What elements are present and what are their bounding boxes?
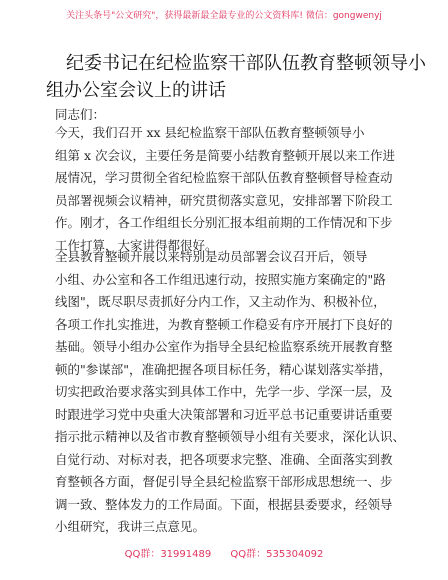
footer-qq-group-1: QQ群：31991489 — [124, 549, 212, 560]
text-line: 作。刚才，各工作组组长分别汇报本组前期的工作情况和下步 — [55, 215, 393, 230]
footer-qq-group-2: QQ群：535304092 — [230, 549, 324, 560]
paragraph-2 — [55, 246, 406, 539]
text-line: 基础。领导小组办公室作为指导全县纪检监察系统开展教育整 — [55, 339, 393, 354]
title-line: 纪委书记在纪检监察干部队伍教育整顿领导小 — [66, 53, 426, 74]
text-line: 组第 x 次会议，主要任务是简要小结教育整顿开展以来工作进 — [55, 147, 395, 163]
text-line: 切实把政治要求落实到具体工作中，先学一步、学深一层，及 — [55, 384, 393, 399]
footer-qq-groups — [0, 545, 448, 560]
text-line: 员部署视频会议精神，研究贯彻落实意见，安排部署下阶段工 — [55, 192, 393, 208]
title-line: 组办公室会议上的讲话 — [46, 80, 226, 101]
text-line: 小组、办公室和各工作组迅速行动，按照实施方案确定的"路 — [55, 271, 386, 287]
text-line: 时跟进学习党中央重大决策部署和习近平总书记重要讲话重要 — [55, 406, 393, 422]
text-line: 展情况，学习贯彻全省纪检监察干部队伍教育整顿督导检查动 — [55, 170, 393, 185]
text-line: 小组研究，我讲三点意见。 — [55, 519, 206, 534]
text-line: 指示批示精神以及省市教育整顿领导小组有关要求，深化认识、 — [55, 429, 406, 444]
paragraph-1 — [55, 122, 400, 257]
text-line: 工作打算，大家讲得都很好。 — [55, 237, 218, 253]
text-line: 全县教育整顿开展以来特别是动员部署会议召开后，领导 — [55, 249, 368, 264]
text-line: 各项工作扎实推进，为教育整顿工作稳妥有序开展打下良好的 — [55, 316, 393, 332]
text-line: 自觉行动、对标对表，把各项要求完整、准确、全面落实到教 — [55, 451, 393, 467]
text-line: 育整顿各方面，督促引导全县纪检监察干部形成思想统一、步 — [55, 474, 393, 489]
salutation: 同志们： — [55, 107, 106, 122]
text-line: 线图"，既尽职尽责抓好分内工作，又主动作为、积极补位， — [55, 294, 386, 309]
header-promo-note: 关注头条号"公文研究"，获得最新最全最专业的公文资料库! 微信：gongwenyj — [66, 11, 382, 21]
document-title — [46, 50, 426, 104]
text-line: 顿的"参谋部"，准确把握各项目标任务，精心谋划落实举措， — [55, 361, 392, 377]
text-line: 调一致、整体发力的工作局面。下面，根据县委要求，经领导 — [55, 496, 393, 512]
text-line: 今天，我们召开 xx 县纪检监察干部队伍教育整顿领导小 — [55, 125, 365, 140]
